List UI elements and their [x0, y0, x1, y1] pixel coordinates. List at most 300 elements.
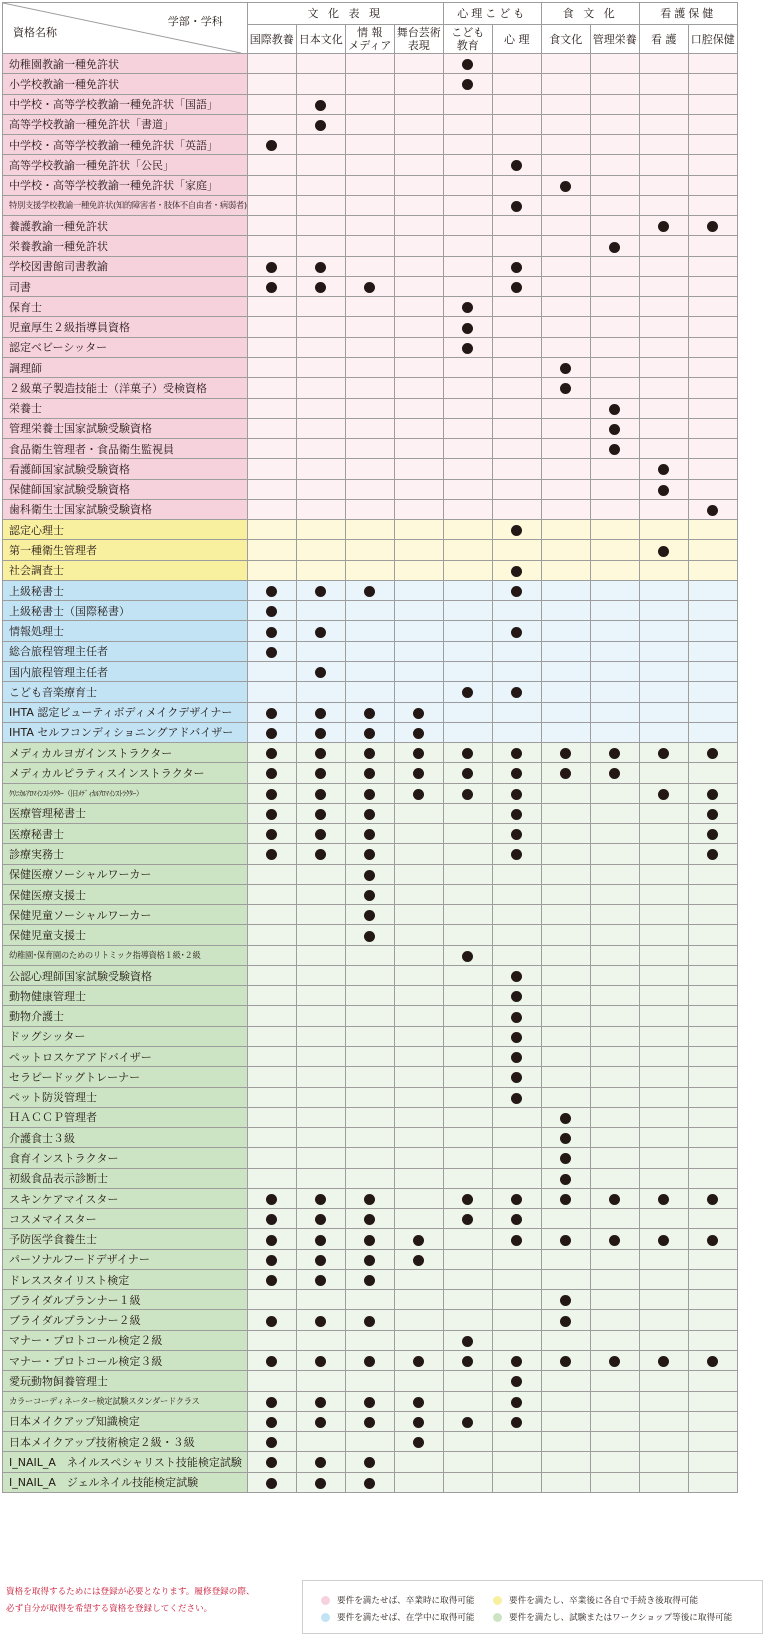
available-dot-icon	[364, 849, 375, 860]
table-row	[3, 844, 738, 864]
availability-cell	[247, 1047, 296, 1067]
available-dot-icon	[266, 1437, 277, 1448]
availability-cell	[345, 135, 394, 155]
availability-cell	[639, 297, 688, 317]
availability-cell	[296, 1107, 345, 1127]
available-dot-icon	[462, 79, 473, 90]
availability-cell	[247, 844, 296, 864]
availability-cell	[541, 1107, 590, 1127]
availability-cell	[296, 1472, 345, 1492]
availability-cell	[590, 1229, 639, 1249]
availability-cell	[688, 276, 737, 296]
availability-cell	[345, 357, 394, 377]
table-body	[3, 54, 738, 1493]
available-dot-icon	[315, 1214, 326, 1225]
availability-cell	[394, 357, 443, 377]
table-row	[3, 479, 738, 499]
availability-cell	[492, 236, 541, 256]
availability-cell	[296, 1391, 345, 1411]
table-row	[3, 783, 738, 803]
availability-cell	[688, 864, 737, 884]
availability-cell	[639, 357, 688, 377]
availability-cell	[296, 74, 345, 94]
availability-cell	[443, 1067, 492, 1087]
availability-cell	[639, 317, 688, 337]
availability-cell	[639, 1047, 688, 1067]
availability-cell	[247, 459, 296, 479]
availability-cell	[541, 216, 590, 236]
availability-cell	[492, 641, 541, 661]
availability-cell	[443, 1107, 492, 1127]
available-dot-icon	[609, 748, 620, 759]
availability-cell	[247, 965, 296, 985]
availability-cell	[590, 1371, 639, 1391]
availability-cell	[296, 864, 345, 884]
availability-cell	[296, 1209, 345, 1229]
availability-cell	[639, 702, 688, 722]
available-dot-icon	[560, 1133, 571, 1144]
availability-cell	[541, 601, 590, 621]
availability-cell	[541, 54, 590, 74]
availability-cell	[247, 540, 296, 560]
available-dot-icon	[364, 768, 375, 779]
availability-cell	[247, 621, 296, 641]
qualification-name: 社会調査士	[3, 560, 248, 580]
table-row	[3, 965, 738, 985]
availability-cell	[590, 479, 639, 499]
availability-cell	[296, 357, 345, 377]
availability-cell	[247, 1411, 296, 1431]
availability-cell	[639, 1310, 688, 1330]
availability-cell	[247, 743, 296, 763]
available-dot-icon	[511, 1052, 522, 1063]
availability-cell	[541, 661, 590, 681]
available-dot-icon	[266, 586, 277, 597]
availability-cell	[394, 256, 443, 276]
availability-cell	[394, 195, 443, 215]
availability-cell	[247, 1006, 296, 1026]
availability-cell	[394, 1026, 443, 1046]
availability-cell	[247, 905, 296, 925]
available-dot-icon	[511, 586, 522, 597]
available-dot-icon	[413, 1356, 424, 1367]
availability-cell	[492, 54, 541, 74]
availability-cell	[345, 1026, 394, 1046]
table-row	[3, 1229, 738, 1249]
available-dot-icon	[364, 282, 375, 293]
qualification-name: 中学校・高等学校教諭一種免許状「国語」	[3, 94, 248, 114]
availability-cell	[443, 743, 492, 763]
availability-cell	[541, 803, 590, 823]
availability-cell	[688, 1107, 737, 1127]
table-row	[3, 722, 738, 742]
table-row	[3, 1107, 738, 1127]
qualification-name: ＨＡＣＣＰ管理者	[3, 1107, 248, 1127]
legend-text: 要件を満たし、試験またはワークショップ等後に取得可能	[509, 1613, 733, 1623]
availability-cell	[590, 803, 639, 823]
availability-cell	[443, 459, 492, 479]
availability-cell	[247, 1371, 296, 1391]
availability-cell	[590, 641, 639, 661]
qualification-name: パーソナルフードデザイナー	[3, 1249, 248, 1269]
availability-cell	[443, 135, 492, 155]
availability-cell	[247, 54, 296, 74]
qualification-name: 保健児童支援士	[3, 925, 248, 945]
availability-cell	[590, 844, 639, 864]
available-dot-icon	[511, 1235, 522, 1246]
table-row	[3, 1026, 738, 1046]
availability-cell	[443, 1452, 492, 1472]
availability-cell	[345, 540, 394, 560]
availability-cell	[345, 94, 394, 114]
availability-cell	[296, 824, 345, 844]
availability-cell	[345, 54, 394, 74]
availability-cell	[296, 661, 345, 681]
qualification-name: I_NAIL_A ネイルスペシャリスト技能検定試験	[3, 1452, 248, 1472]
availability-cell	[443, 580, 492, 600]
availability-cell	[394, 702, 443, 722]
availability-cell	[639, 1391, 688, 1411]
available-dot-icon	[266, 768, 277, 779]
availability-cell	[492, 216, 541, 236]
availability-cell	[590, 1391, 639, 1411]
availability-cell	[590, 763, 639, 783]
availability-cell	[296, 1249, 345, 1269]
available-dot-icon	[462, 323, 473, 334]
availability-cell	[492, 297, 541, 317]
available-dot-icon	[462, 302, 473, 313]
availability-cell	[247, 155, 296, 175]
availability-cell	[394, 1371, 443, 1391]
available-dot-icon	[462, 1336, 473, 1347]
qualification-name: 上級秘書士（国際秘書）	[3, 601, 248, 621]
availability-cell	[247, 763, 296, 783]
qualification-name: 情報処理士	[3, 621, 248, 641]
availability-cell	[639, 560, 688, 580]
table-row	[3, 256, 738, 276]
availability-cell	[688, 1026, 737, 1046]
availability-cell	[296, 803, 345, 823]
qualification-name: メディカルピラティスインストラクター	[3, 763, 248, 783]
table-row	[3, 1188, 738, 1208]
availability-cell	[590, 216, 639, 236]
group-header-kango-hoken: 看護保健	[639, 3, 737, 25]
table-row	[3, 540, 738, 560]
availability-cell	[639, 135, 688, 155]
availability-cell	[541, 297, 590, 317]
availability-cell	[688, 337, 737, 357]
availability-cell	[394, 1351, 443, 1371]
availability-cell	[590, 94, 639, 114]
availability-cell	[541, 1026, 590, 1046]
availability-cell	[639, 1087, 688, 1107]
table-row	[3, 297, 738, 317]
availability-cell	[247, 1067, 296, 1087]
available-dot-icon	[511, 566, 522, 577]
table-row	[3, 499, 738, 519]
available-dot-icon	[315, 789, 326, 800]
available-dot-icon	[315, 849, 326, 860]
available-dot-icon	[462, 687, 473, 698]
availability-cell	[541, 905, 590, 925]
qualification-name: 特別支援学校教諭一種免許状(知的障害者・肢体不自由者・病弱者)	[3, 195, 248, 215]
availability-cell	[296, 439, 345, 459]
table-row	[3, 216, 738, 236]
availability-cell	[296, 276, 345, 296]
qualification-name: 医療秘書士	[3, 824, 248, 844]
availability-cell	[345, 1067, 394, 1087]
available-dot-icon	[364, 829, 375, 840]
available-dot-icon	[560, 1356, 571, 1367]
availability-cell	[492, 378, 541, 398]
availability-cell	[296, 236, 345, 256]
availability-cell	[394, 94, 443, 114]
table-row	[3, 743, 738, 763]
availability-cell	[394, 641, 443, 661]
availability-cell	[688, 1047, 737, 1067]
availability-cell	[590, 722, 639, 742]
available-dot-icon	[511, 789, 522, 800]
qualification-name: メディカルヨガインストラクター	[3, 743, 248, 763]
availability-cell	[296, 702, 345, 722]
availability-cell	[688, 236, 737, 256]
availability-cell	[590, 580, 639, 600]
available-dot-icon	[364, 1356, 375, 1367]
availability-cell	[345, 1452, 394, 1472]
availability-cell	[394, 580, 443, 600]
qualification-name: セラピードッグトレーナー	[3, 1067, 248, 1087]
available-dot-icon	[609, 1356, 620, 1367]
table-row	[3, 824, 738, 844]
availability-cell	[639, 763, 688, 783]
availability-cell	[296, 479, 345, 499]
availability-cell	[394, 479, 443, 499]
availability-cell	[590, 54, 639, 74]
qualification-name: 公認心理師国家試験受験資格	[3, 965, 248, 985]
availability-cell	[590, 1168, 639, 1188]
qualification-name: 初級食品表示診断士	[3, 1168, 248, 1188]
available-dot-icon	[560, 181, 571, 192]
availability-cell	[394, 1452, 443, 1472]
available-dot-icon	[364, 1417, 375, 1428]
availability-cell	[247, 1168, 296, 1188]
availability-cell	[394, 661, 443, 681]
available-dot-icon	[462, 1214, 473, 1225]
dept-header: こども 教育	[443, 25, 492, 54]
availability-cell	[492, 1087, 541, 1107]
availability-cell	[345, 1351, 394, 1371]
availability-cell	[639, 1168, 688, 1188]
availability-cell	[443, 1310, 492, 1330]
availability-cell	[590, 743, 639, 763]
qualification-name: マナー・プロトコール検定３級	[3, 1351, 248, 1371]
availability-cell	[688, 439, 737, 459]
legend-swatch	[321, 1596, 330, 1605]
availability-cell	[590, 1188, 639, 1208]
availability-cell	[590, 1026, 639, 1046]
availability-cell	[296, 54, 345, 74]
qualification-name: 看護師国家試験受験資格	[3, 459, 248, 479]
availability-cell	[443, 722, 492, 742]
availability-cell	[443, 824, 492, 844]
qualification-name: ドレススタイリスト検定	[3, 1269, 248, 1289]
availability-cell	[345, 560, 394, 580]
available-dot-icon	[266, 1275, 277, 1286]
availability-cell	[394, 459, 443, 479]
availability-cell	[443, 256, 492, 276]
availability-cell	[345, 216, 394, 236]
available-dot-icon	[707, 829, 718, 840]
qualification-name: 食品衛生管理者・食品衛生監視員	[3, 439, 248, 459]
availability-cell	[443, 479, 492, 499]
availability-cell	[247, 1351, 296, 1371]
availability-cell	[247, 682, 296, 702]
availability-cell	[639, 175, 688, 195]
available-dot-icon	[413, 1437, 424, 1448]
availability-cell	[345, 175, 394, 195]
availability-cell	[345, 1432, 394, 1452]
availability-cell	[296, 601, 345, 621]
available-dot-icon	[658, 1235, 669, 1246]
availability-cell	[296, 1067, 345, 1087]
available-dot-icon	[364, 1275, 375, 1286]
availability-cell	[296, 297, 345, 317]
availability-cell	[394, 560, 443, 580]
availability-cell	[590, 1452, 639, 1472]
available-dot-icon	[658, 1356, 669, 1367]
availability-cell	[247, 661, 296, 681]
availability-cell	[345, 520, 394, 540]
availability-cell	[590, 236, 639, 256]
available-dot-icon	[413, 728, 424, 739]
availability-cell	[443, 1168, 492, 1188]
availability-cell	[296, 317, 345, 337]
availability-cell	[345, 276, 394, 296]
availability-cell	[345, 74, 394, 94]
table-row	[3, 884, 738, 904]
availability-cell	[394, 216, 443, 236]
table-row	[3, 114, 738, 134]
table-row	[3, 925, 738, 945]
availability-cell	[590, 1067, 639, 1087]
table-row	[3, 1168, 738, 1188]
availability-cell	[394, 1128, 443, 1148]
availability-cell	[247, 499, 296, 519]
availability-cell	[345, 1391, 394, 1411]
available-dot-icon	[315, 1457, 326, 1468]
availability-cell	[688, 216, 737, 236]
availability-cell	[492, 1330, 541, 1350]
availability-cell	[639, 722, 688, 742]
available-dot-icon	[315, 809, 326, 820]
availability-cell	[639, 439, 688, 459]
availability-cell	[345, 783, 394, 803]
availability-cell	[492, 1067, 541, 1087]
availability-cell	[590, 1310, 639, 1330]
availability-cell	[247, 1391, 296, 1411]
qualification-name: こども音楽療育士	[3, 682, 248, 702]
availability-cell	[688, 560, 737, 580]
availability-cell	[247, 641, 296, 661]
qualification-name: 診療実務士	[3, 844, 248, 864]
availability-cell	[443, 1351, 492, 1371]
availability-cell	[443, 297, 492, 317]
availability-cell	[443, 601, 492, 621]
availability-cell	[688, 1209, 737, 1229]
availability-cell	[443, 945, 492, 965]
availability-cell	[590, 256, 639, 276]
available-dot-icon	[609, 444, 620, 455]
available-dot-icon	[658, 748, 669, 759]
availability-cell	[590, 965, 639, 985]
table-row	[3, 1249, 738, 1269]
availability-cell	[492, 824, 541, 844]
available-dot-icon	[511, 525, 522, 536]
qualification-name: 中学校・高等学校教諭一種免許状「家庭」	[3, 175, 248, 195]
availability-cell	[394, 783, 443, 803]
availability-cell	[590, 1411, 639, 1431]
availability-cell	[590, 925, 639, 945]
availability-cell	[688, 54, 737, 74]
availability-cell	[247, 1472, 296, 1492]
availability-cell	[492, 499, 541, 519]
note-line: 資格を取得するためには登録が必要となります。履修登録の際、	[6, 1587, 255, 1597]
availability-cell	[296, 986, 345, 1006]
availability-cell	[688, 1188, 737, 1208]
availability-cell	[639, 682, 688, 702]
legend-swatch	[321, 1613, 330, 1622]
availability-cell	[590, 945, 639, 965]
availability-cell	[590, 1330, 639, 1350]
availability-cell	[492, 1432, 541, 1452]
legend-item-blue	[321, 1611, 475, 1623]
availability-cell	[394, 1269, 443, 1289]
availability-cell	[688, 357, 737, 377]
availability-cell	[296, 1087, 345, 1107]
table-row	[3, 601, 738, 621]
availability-cell	[492, 1371, 541, 1391]
availability-cell	[541, 135, 590, 155]
availability-cell	[639, 601, 688, 621]
availability-cell	[345, 1411, 394, 1431]
availability-cell	[541, 1128, 590, 1148]
available-dot-icon	[658, 546, 669, 557]
qualification-name: コスメマイスター	[3, 1209, 248, 1229]
availability-cell	[590, 621, 639, 641]
availability-cell	[590, 1209, 639, 1229]
available-dot-icon	[266, 1316, 277, 1327]
availability-cell	[688, 580, 737, 600]
availability-cell	[394, 1209, 443, 1229]
availability-cell	[394, 1391, 443, 1411]
availability-cell	[394, 1168, 443, 1188]
availability-cell	[688, 1330, 737, 1350]
availability-cell	[247, 520, 296, 540]
availability-cell	[394, 540, 443, 560]
availability-cell	[541, 1067, 590, 1087]
availability-cell	[394, 520, 443, 540]
availability-cell	[492, 1411, 541, 1431]
available-dot-icon	[266, 140, 277, 151]
availability-cell	[688, 195, 737, 215]
qualification-name: 認定ベビーシッター	[3, 337, 248, 357]
qualification-name: 歯科衛生士国家試験受験資格	[3, 499, 248, 519]
legend-text: 要件を満たし、卒業後に各自で手続き後取得可能	[509, 1596, 699, 1606]
availability-cell	[247, 884, 296, 904]
available-dot-icon	[707, 849, 718, 860]
available-dot-icon	[511, 1356, 522, 1367]
qualification-name: 幼稚園･保育園のためのリトミック指導資格１級･２級	[3, 945, 248, 965]
